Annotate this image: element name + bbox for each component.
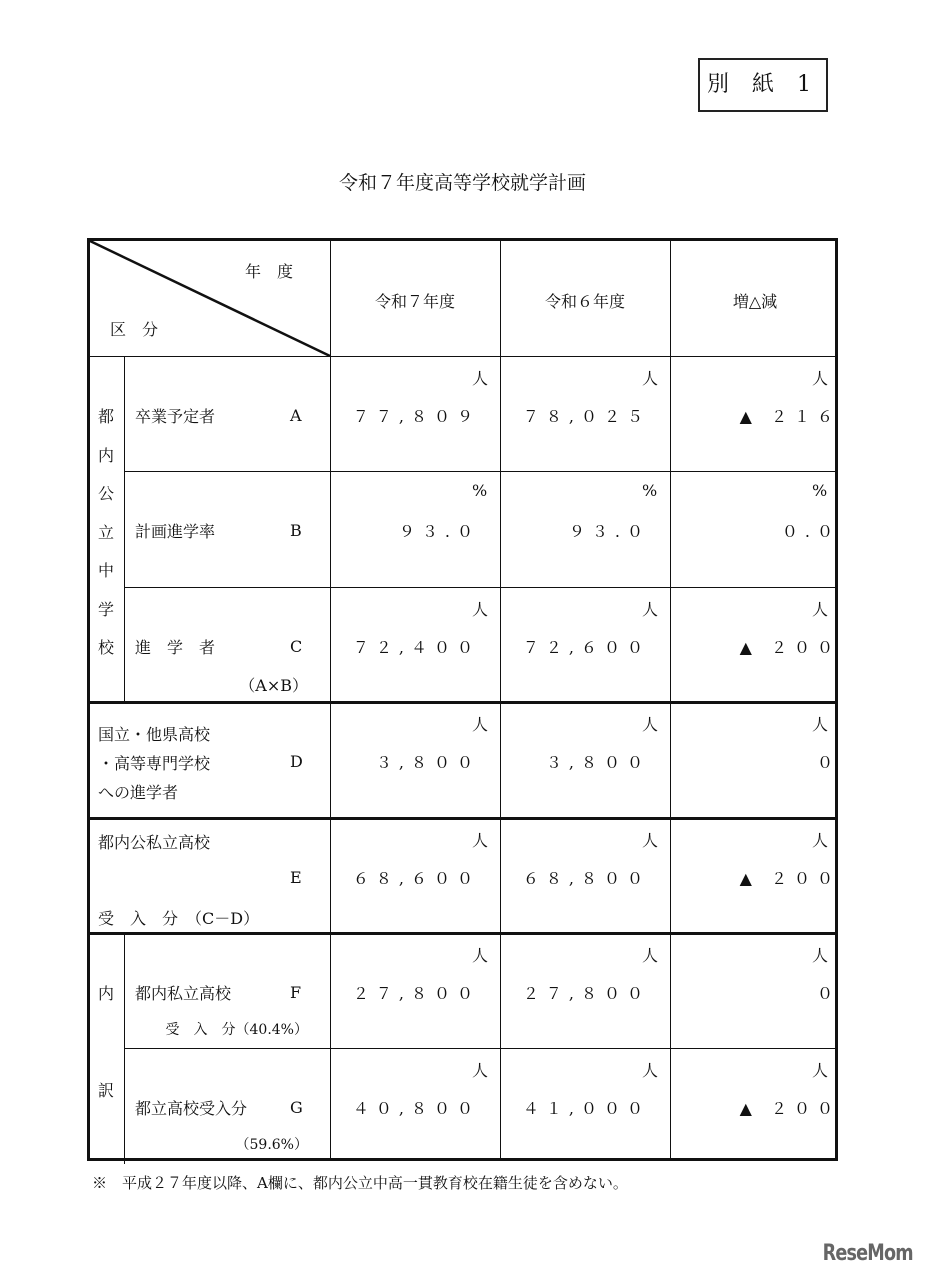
unit-label: 人 — [642, 1061, 659, 1081]
cell-value: ４１,０００ — [522, 1099, 650, 1119]
cell-value: ０ — [816, 984, 840, 1003]
row-sublabel: （A×B） — [239, 675, 308, 695]
footnote: ※ 平成２７年度以降、A欄に、都内公立中高一貫教育校在籍生徒を含めない。 — [92, 1174, 628, 1192]
row-divider — [90, 701, 835, 704]
row-sublabel: 受 入 分（40.4%） — [165, 1022, 308, 1038]
row-label: 受 入 分 （C－D） — [98, 908, 260, 928]
unit-label: 人 — [472, 715, 489, 735]
group-label-public-junior-high: 学 — [98, 599, 115, 619]
column-header-change: 増△減 — [732, 292, 778, 311]
row-code: A — [290, 406, 302, 425]
unit-label: % — [472, 481, 488, 501]
group-label-breakdown: 訳 — [98, 1081, 115, 1101]
row-divider — [90, 356, 835, 357]
unit-label: % — [812, 481, 828, 501]
row-label: 計画進学率 — [135, 522, 216, 542]
row-code: F — [290, 983, 302, 1002]
group-label-breakdown: 内 — [98, 984, 115, 1003]
cell-value: ▲ ２００ — [739, 1099, 840, 1119]
column-divider — [670, 241, 671, 1158]
unit-label: % — [642, 481, 658, 501]
group-column-divider — [124, 356, 125, 702]
cell-value: ０.０ — [781, 522, 840, 542]
unit-label: 人 — [472, 830, 489, 850]
row-divider — [124, 1048, 835, 1049]
page-title: 令和７年度高等学校就学計画 — [338, 172, 586, 194]
cell-value: ２７,８００ — [522, 984, 650, 1003]
unit-label: 人 — [642, 715, 659, 735]
row-label: 都立高校受入分 — [135, 1099, 248, 1119]
row-label: ・高等専門学校 — [98, 754, 211, 774]
cell-value: ９３.０ — [398, 522, 480, 542]
unit-label: 人 — [642, 946, 659, 965]
column-header-r7: 令和７年度 — [374, 292, 455, 311]
column-divider — [500, 241, 501, 1158]
row-code: G — [290, 1098, 303, 1118]
enrollment-plan-table — [87, 238, 838, 1161]
unit-label: 人 — [812, 1061, 829, 1081]
row-label: への進学者 — [98, 783, 179, 803]
row-sublabel: （59.6%） — [235, 1137, 308, 1154]
unit-label: 人 — [642, 830, 659, 850]
unit-label: 人 — [812, 369, 829, 388]
row-code: C — [290, 636, 303, 656]
unit-label: 人 — [472, 369, 489, 388]
unit-label: 人 — [812, 830, 829, 850]
unit-label: 人 — [472, 1061, 489, 1081]
row-label: 都内公私立高校 — [98, 832, 211, 852]
cell-value: ７２,６００ — [522, 637, 650, 657]
row-label: 進 学 者 — [135, 637, 216, 657]
group-label-public-junior-high: 内 — [98, 445, 115, 465]
group-label-public-junior-high: 中 — [98, 561, 115, 580]
unit-label: 人 — [642, 369, 659, 388]
watermark-logo: ReseMom — [822, 1241, 913, 1266]
cell-value: ７７,８０９ — [352, 407, 480, 426]
unit-label: 人 — [472, 946, 489, 965]
row-divider — [124, 471, 835, 472]
row-divider — [124, 587, 835, 588]
cell-value: ４０,８００ — [352, 1099, 480, 1119]
cell-value: ７２,４００ — [352, 637, 480, 657]
cell-value: ６８,６００ — [352, 868, 480, 888]
group-label-public-junior-high: 立 — [98, 522, 115, 542]
unit-label: 人 — [472, 599, 489, 619]
unit-label: 人 — [642, 599, 659, 619]
unit-label: 人 — [812, 599, 829, 619]
cell-value: ▲ ２１６ — [739, 407, 840, 426]
annex-label: 別 紙 1 — [698, 58, 828, 112]
row-code: B — [290, 521, 302, 541]
corner-category-label: 区 分 — [110, 320, 159, 339]
cell-value: ▲ ２００ — [739, 637, 840, 657]
row-label: 国立・他県高校 — [98, 725, 211, 745]
column-header-r6: 令和６年度 — [544, 292, 625, 311]
row-divider — [90, 817, 835, 820]
unit-label: 人 — [812, 715, 829, 735]
row-code: D — [290, 752, 303, 772]
row-label: 卒業予定者 — [135, 407, 216, 426]
cell-value: ９３.０ — [568, 522, 650, 542]
column-divider — [330, 241, 331, 1158]
group-label-public-junior-high: 校 — [98, 638, 115, 657]
row-label: 都内私立高校 — [135, 984, 232, 1003]
row-divider — [90, 932, 835, 935]
cell-value: ３,８００ — [375, 753, 480, 773]
cell-value: ０ — [816, 753, 840, 773]
corner-year-label: 年 度 — [245, 262, 294, 281]
cell-value: ▲ ２００ — [739, 868, 840, 888]
row-code: E — [290, 867, 302, 887]
cell-value: ２７,８００ — [352, 984, 480, 1003]
group-label-public-junior-high: 公 — [98, 484, 115, 503]
cell-value: ６８,８００ — [522, 868, 650, 888]
cell-value: ７８,０２５ — [522, 407, 650, 426]
cell-value: ３,８００ — [545, 753, 650, 773]
group-label-public-junior-high: 都 — [98, 407, 115, 426]
unit-label: 人 — [812, 946, 829, 965]
